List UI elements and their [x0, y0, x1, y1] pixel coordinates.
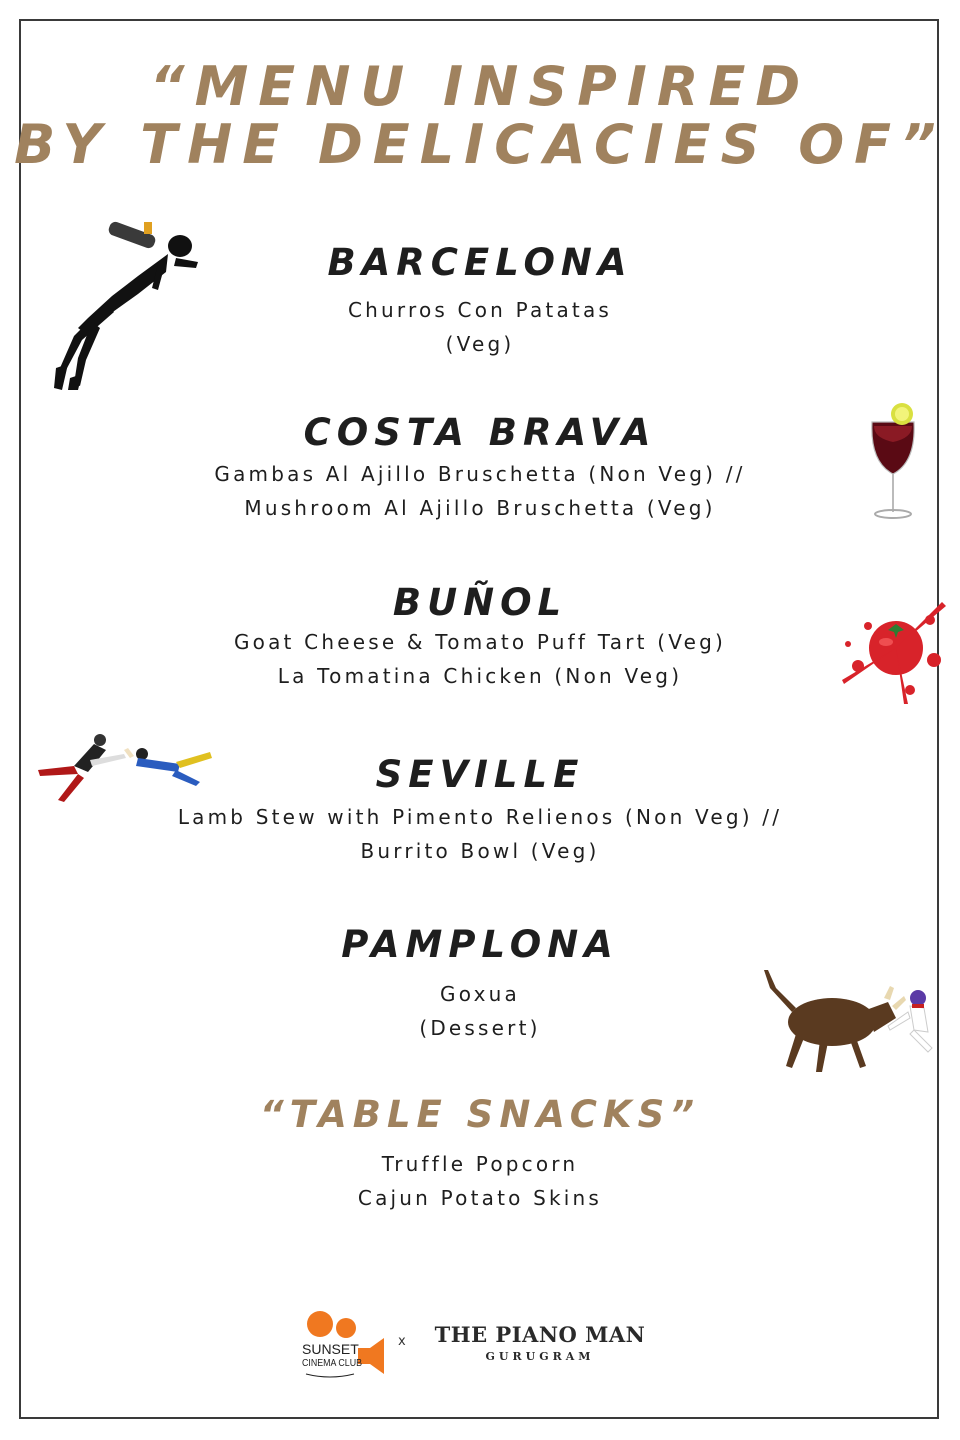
running-bull-icon [756, 968, 938, 1076]
menu-title-line-2: BY THE DELICACIES OF” [14, 113, 946, 176]
menu-item: Cajun Potato Skins [357, 1186, 603, 1210]
menu-item: Goat Cheese & Tomato Puff Tart (Veg) [233, 630, 727, 654]
section-bunol [0, 581, 960, 693]
piano-man-logo-name: THE PIANO MAN [434, 1322, 646, 1347]
section-costa-brava [0, 411, 960, 525]
section-heading-costa-brava: COSTA BRAVA [303, 411, 657, 454]
menu-item: Lamb Stew with Pimento Relienos (Non Veg) // [177, 805, 783, 829]
menu-item: (Veg) [445, 332, 515, 356]
splattered-tomato-icon [838, 596, 950, 706]
sunset-cinema-club-logo [300, 1308, 390, 1380]
section-heading-seville: SEVILLE [375, 753, 585, 796]
menu-item: La Tomatina Chicken (Non Veg) [277, 664, 683, 688]
menu-item: Truffle Popcorn [381, 1152, 579, 1176]
section-heading-barcelona: BARCELONA [327, 241, 633, 284]
menu-item: Gambas Al Ajillo Bruschetta (Non Veg) // [214, 462, 746, 486]
section-table-snacks [0, 1093, 960, 1215]
menu-item: Mushroom Al Ajillo Bruschetta (Veg) [244, 496, 716, 520]
menu-title-line-1: “MENU INSPIRED [149, 55, 811, 118]
menu-item: Goxua [440, 982, 520, 1006]
menu-item: (Dessert) [419, 1016, 541, 1040]
section-heading-table-snacks: “TABLE SNACKS” [259, 1093, 701, 1136]
sunset-logo-line-1: SUNSET [302, 1341, 359, 1357]
menu-item: Burrito Bowl (Veg) [360, 839, 600, 863]
sangria-glass-icon [866, 400, 920, 522]
piano-man-logo-city: GURUGRAM [485, 1350, 595, 1363]
sunset-logo-line-2: CINEMA CLUB [302, 1358, 363, 1369]
skydivers-icon [30, 730, 216, 810]
menu-item: Churros Con Patatas [347, 298, 613, 322]
scuba-diver-icon [48, 218, 208, 390]
partnership-separator: x [398, 1334, 406, 1349]
section-heading-bunol: BUÑOL [392, 581, 568, 624]
section-heading-pamplona: PAMPLONA [341, 923, 619, 966]
